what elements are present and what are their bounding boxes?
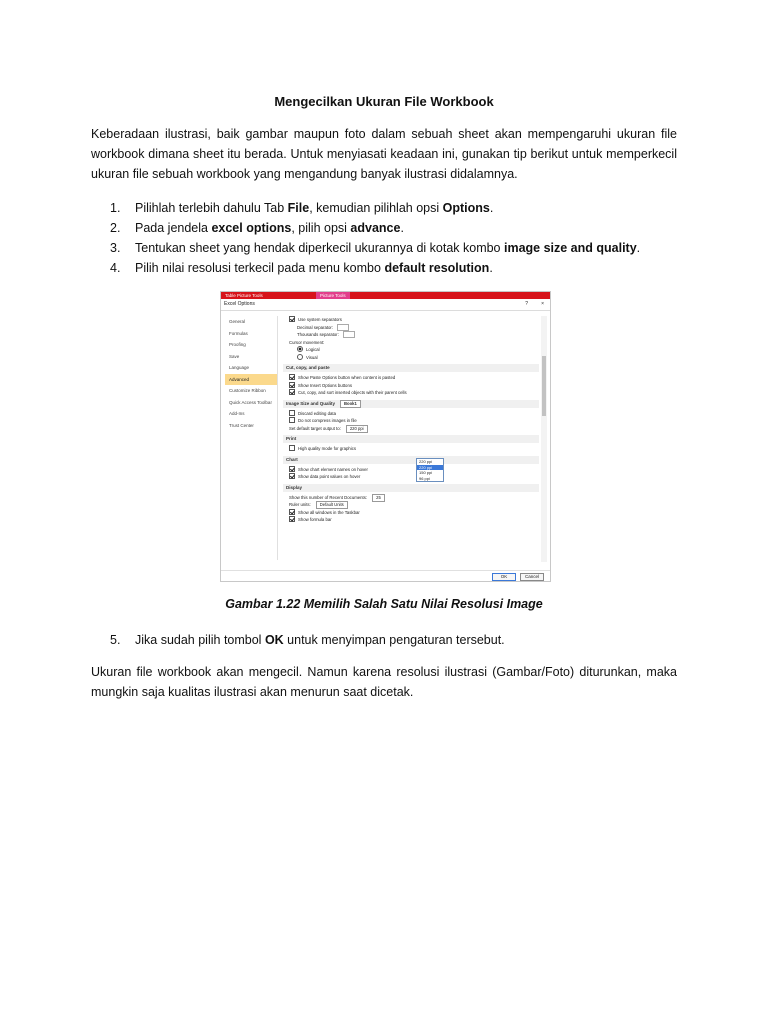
step-bold: File [287,201,310,215]
help-icon[interactable]: ? [525,301,528,307]
checkbox[interactable] [289,410,295,416]
option-row [283,346,539,354]
option-row [283,331,539,339]
picture-tools-tab: Picture Tools [316,292,350,299]
checkbox[interactable] [289,374,295,380]
step-text: . [636,241,641,255]
step-bold: advance [350,221,401,235]
checkbox[interactable] [289,316,295,322]
option-row [283,382,539,390]
option-label: Logical [306,347,320,352]
ruler-units-combo[interactable]: Default Units [316,501,348,509]
checkbox[interactable] [289,466,295,472]
checkbox[interactable] [289,417,295,423]
dropdown-option[interactable]: 220 ppi [419,459,433,464]
option-label: Ruler units: [289,502,311,508]
step-text: Pilih nilai resolusi terkecil pada menu kombo [135,261,385,275]
step-bold: default resolution [384,261,490,275]
section-label: Image Size and Quality [286,400,336,406]
option-label: Do not compress images in file [298,418,357,423]
option-label: Discard editing data [298,410,336,416]
step-text: Pada jendela [135,221,212,235]
context-tab: Table Picture Tools [225,293,263,298]
workbook-combo[interactable]: Book1 [340,400,361,408]
step-number: 2. [110,221,121,235]
step-text: . [400,221,404,235]
option-label: Thousands separator: [297,332,339,337]
option-row [283,374,539,382]
list-item [110,238,680,258]
step-text: . [489,261,493,275]
option-row [283,445,539,453]
option-row [283,417,539,425]
nav-item-customize-ribbon[interactable]: Customize Ribbon [229,388,266,393]
option-label: Cursor movement: [289,339,325,345]
section-display: Display [283,484,539,492]
step-bold: image size and quality [503,241,637,255]
nav-item-add-ins[interactable]: Add-Ins [229,411,245,416]
dialog-footer [221,570,550,581]
nav-item-proofing[interactable]: Proofing [229,342,246,347]
dialog-titlebar [221,299,550,311]
closing-paragraph: Ukuran file workbook akan mengecil. Namun karena resolusi ilustrasi (Gambar/Foto) diturunkan, maka mungkin saja kualitas ilustrasi akan menurun saat dicetak. [91,665,677,699]
step-number: 5. [110,633,121,647]
checkbox[interactable] [289,516,295,522]
scroll-thumb[interactable] [542,356,546,416]
option-row [283,389,539,397]
option-label: Show formula bar [298,517,332,522]
checkbox[interactable] [289,509,295,515]
step-text: Jika sudah pilih tombol [135,633,265,647]
intro-paragraph: Keberadaan ilustrasi, baik gambar maupun foto dalam sebuah sheet akan mempengaruhi ukuran file workbook dimana sheet itu berada. Untuk menyiasati keadaan ini, gunakan tip berikut untuk memperkecil ukuran file sebuah workbook yang mengandung banyak ilustrasi didalamnya. [91,127,677,181]
list-item [110,198,680,218]
nav-item-advanced[interactable]: Advanced [225,374,277,386]
resolution-combo[interactable]: 220 ppi [346,425,368,433]
step-text: . [489,201,494,215]
steps-list [110,198,680,278]
step-text: Pilihlah terlebih dahulu Tab [135,201,288,215]
option-label: Show chart element names on hover [298,466,368,472]
option-row [283,516,539,524]
dropdown-option[interactable]: 220 ppi [417,465,443,471]
option-label: High quality mode for graphics [298,446,357,451]
option-row [283,509,539,517]
option-label: Decimal separator: [297,324,334,330]
dropdown-option[interactable]: 150 ppi [419,470,433,475]
option-row [283,425,539,433]
ribbon-context-bar [221,292,550,299]
option-row [283,494,539,502]
options-nav [225,316,278,560]
figure-caption: Gambar 1.22 Memilih Salah Satu Nilai Resolusi Image [225,597,543,611]
page-title: Mengecilkan Ukuran File Workbook [274,94,494,109]
dialog-title: Excel Options [224,301,255,307]
recent-docs-stepper[interactable]: 25 [372,494,385,502]
option-row [283,324,539,332]
option-label: Visual [306,354,318,360]
nav-item-save[interactable]: Save [229,353,240,359]
step-text: , kemudian pilihlah opsi [309,201,443,215]
step-bold: excel options [211,221,292,235]
checkbox[interactable] [289,382,295,388]
nav-item-general[interactable]: General [229,319,246,324]
section-chart: Chart [283,456,539,464]
step-number: 3. [110,241,121,255]
step-text: Tentukan sheet yang hendak diperkecil ukurannya di kotak kombo [135,241,504,255]
ok-button[interactable]: OK [492,573,516,582]
option-row [283,466,539,474]
decimal-input[interactable] [337,324,349,331]
option-label: Cut, copy, and sort inserted objects with their parent cells [298,390,407,395]
option-row [283,501,539,509]
checkbox[interactable] [289,389,295,395]
dropdown-option[interactable]: 96 ppi [419,475,430,481]
options-scrollbar[interactable] [541,316,547,562]
option-label: Show Paste Options button when content is pasted [298,375,396,380]
option-row [283,410,539,418]
resolution-dropdown [416,458,444,482]
checkbox[interactable] [289,445,295,451]
step-number: 1. [110,201,121,215]
option-label: Show all windows in the Taskbar [298,509,360,515]
step-bold: OK [264,633,284,647]
section-image-size [283,400,539,408]
option-label: Set default target output to: [289,425,341,431]
list-item [110,258,680,278]
excel-options-screenshot [220,291,551,582]
option-label: Show Insert Options buttons [298,382,352,388]
nav-item-formulas[interactable]: Formulas [229,330,248,336]
section-cut-copy: Cut, copy, and paste [283,364,539,372]
option-label: Use system separators [298,317,342,322]
option-row [283,316,539,324]
section-print: Print [283,435,539,443]
nav-item-quick-access[interactable]: Quick Access Toolbar [229,399,272,405]
option-row [283,473,539,481]
cancel-button[interactable]: Cancel [520,573,544,582]
thousands-input[interactable] [343,331,355,338]
option-label: Show data point values on hover [298,474,361,479]
list-item [110,218,680,238]
steps-list-continued [110,630,680,650]
option-row [283,354,539,362]
option-label: Show this number of Recent Documents: [289,494,368,500]
options-panel [283,316,539,560]
step-bold: Options [442,201,490,215]
nav-item-trust-center[interactable]: Trust Center [229,422,254,428]
option-row [283,339,539,347]
list-item [110,630,680,650]
step-text: untuk menyimpan pengaturan tersebut. [283,633,505,647]
radio[interactable] [297,346,303,352]
step-number: 4. [110,261,121,275]
radio[interactable] [297,354,303,360]
close-icon[interactable]: × [541,301,544,307]
checkbox[interactable] [289,473,295,479]
step-text: , pilih opsi [291,221,351,235]
nav-item-language[interactable]: Language [229,365,250,370]
